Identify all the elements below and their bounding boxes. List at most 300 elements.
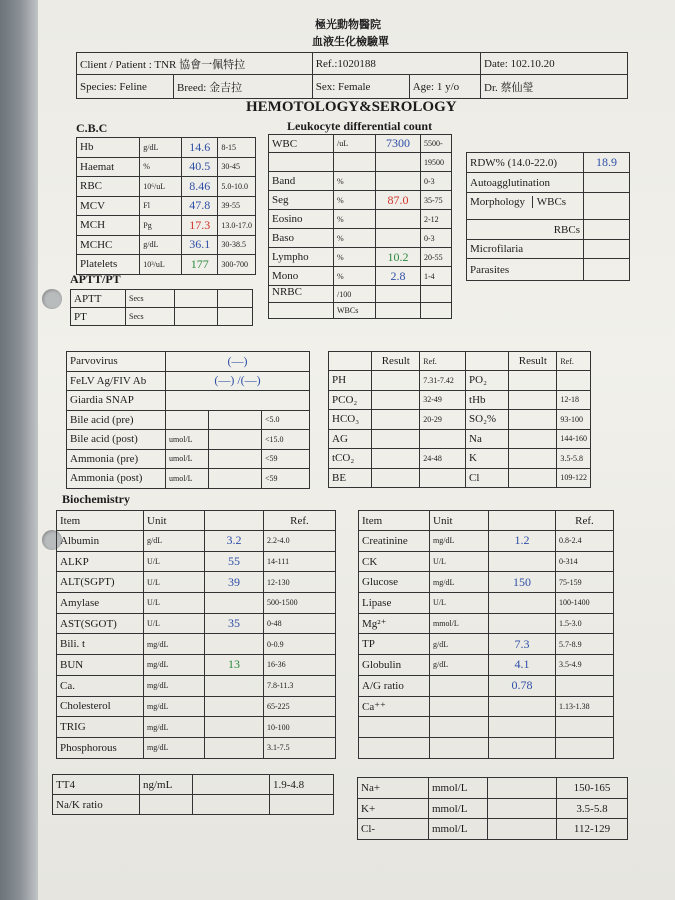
gas-ref-header: Ref. bbox=[557, 352, 591, 371]
bio-unit: U/L bbox=[430, 593, 489, 614]
cbc-name: Platelets bbox=[77, 255, 140, 275]
client-cell: Client / Patient : TNR 協會一佩特拉 bbox=[77, 53, 313, 75]
bio-value bbox=[489, 737, 556, 758]
table-row bbox=[57, 696, 336, 717]
cbc-value: 36.1 bbox=[182, 235, 218, 255]
bio-unit: mg/dL bbox=[144, 696, 205, 717]
table-row bbox=[269, 286, 452, 303]
table-row bbox=[269, 267, 452, 286]
aptt-unit: Secs bbox=[126, 308, 175, 326]
table-row bbox=[57, 737, 336, 758]
cbc-value: 177 bbox=[182, 255, 218, 275]
bio-ref: 500-1500 bbox=[264, 593, 336, 614]
table-row bbox=[57, 511, 336, 531]
bio-ref: 1.13-1.38 bbox=[556, 696, 614, 717]
aptt-name: PT bbox=[71, 308, 126, 326]
gas-ref bbox=[557, 371, 591, 391]
gas-result bbox=[372, 449, 420, 469]
bio-value: 7.3 bbox=[489, 634, 556, 655]
leuko-value bbox=[376, 172, 421, 191]
form-name: 血液生化檢驗單 bbox=[312, 36, 389, 48]
table-row bbox=[67, 391, 310, 411]
table-row bbox=[57, 551, 336, 572]
bio-name: Ca. bbox=[57, 675, 144, 696]
bio-value bbox=[205, 737, 264, 758]
rdw-table bbox=[466, 152, 630, 281]
bio-name: TP bbox=[359, 634, 430, 655]
gas-result bbox=[372, 371, 420, 391]
tt4-ref bbox=[270, 795, 334, 815]
bio-ref: 0-48 bbox=[264, 613, 336, 634]
table-row bbox=[329, 468, 591, 488]
aptt-table bbox=[70, 289, 253, 326]
sero-unit: umol/L bbox=[166, 469, 209, 489]
leuko-name: Eosino bbox=[269, 210, 334, 229]
bio-unit: mg/dL bbox=[144, 634, 205, 655]
bio-name: BUN bbox=[57, 655, 144, 676]
gas-ref: 144-160 bbox=[557, 429, 591, 449]
table-row bbox=[71, 308, 253, 326]
sero-ref: <59 bbox=[262, 469, 310, 489]
bio-ref: 12-130 bbox=[264, 572, 336, 593]
aptt-unit: Secs bbox=[126, 290, 175, 308]
elec-name: Cl- bbox=[358, 819, 429, 840]
leuko-heading: Leukocyte differential count bbox=[287, 119, 433, 133]
cbc-ref: 30-38.5 bbox=[218, 235, 256, 255]
leuko-ref: 0-3 bbox=[421, 229, 452, 248]
bio-value bbox=[489, 696, 556, 717]
table-row bbox=[57, 717, 336, 738]
bio-unit: mg/dL bbox=[430, 572, 489, 593]
aptt-value bbox=[175, 308, 218, 326]
bio-ref-header: Ref. bbox=[556, 511, 614, 531]
leuko-unit: WBCs bbox=[334, 303, 376, 319]
serology-table bbox=[66, 351, 310, 489]
gas-name: SO₂% bbox=[466, 410, 509, 430]
tt4-ref: 1.9-4.8 bbox=[270, 775, 334, 795]
gas-ref: 93-100 bbox=[557, 410, 591, 430]
bio-name: AST(SGOT) bbox=[57, 613, 144, 634]
hospital-name: 極光動物醫院 bbox=[315, 19, 381, 31]
table-row bbox=[359, 634, 614, 655]
bio-value: 150 bbox=[489, 572, 556, 593]
bio-ref: 75-159 bbox=[556, 572, 614, 593]
bio-value: 4.1 bbox=[489, 655, 556, 676]
bio-unit: mg/dL bbox=[144, 675, 205, 696]
aptt-value bbox=[175, 290, 218, 308]
table-row bbox=[57, 572, 336, 593]
bio-ref: 5.7-8.9 bbox=[556, 634, 614, 655]
bio-unit: g/dL bbox=[144, 531, 205, 552]
biochem-left-table bbox=[56, 510, 336, 759]
table-row bbox=[329, 410, 591, 430]
table-row bbox=[359, 593, 614, 614]
sero-name: Ammonia (post) bbox=[67, 469, 166, 489]
elec-value bbox=[488, 798, 557, 819]
bio-name: Phosphorous bbox=[57, 737, 144, 758]
bio-name: CK bbox=[359, 551, 430, 572]
table-row bbox=[71, 290, 253, 308]
bio-unit: U/L bbox=[144, 593, 205, 614]
table-row bbox=[358, 778, 628, 799]
gas-name: BE bbox=[329, 468, 372, 488]
cbc-ref: 13.0-17.0 bbox=[218, 216, 256, 236]
bio-ref: 65-225 bbox=[264, 696, 336, 717]
cbc-value: 8.46 bbox=[182, 177, 218, 197]
leuko-name: Lympho bbox=[269, 248, 334, 267]
bio-ref: 0-314 bbox=[556, 551, 614, 572]
bio-value bbox=[205, 634, 264, 655]
aptt-name: APTT bbox=[71, 290, 126, 308]
sero-name: Parvovirus bbox=[67, 352, 166, 372]
tt4-name: TT4 bbox=[53, 775, 140, 795]
breed-cell: Breed: 金吉拉 bbox=[174, 75, 313, 99]
leuko-unit: % bbox=[334, 172, 376, 191]
table-row bbox=[359, 613, 614, 634]
tt4-unit: ng/mL bbox=[140, 775, 193, 795]
table-row bbox=[269, 135, 452, 153]
cbc-name: MCHC bbox=[77, 235, 140, 255]
sero-name: FeLV Ag/FIV Ab bbox=[67, 371, 166, 391]
bio-ref: 0-0.9 bbox=[264, 634, 336, 655]
tt4-value bbox=[193, 795, 270, 815]
table-row bbox=[329, 429, 591, 449]
leuko-ref: 19500 bbox=[421, 153, 452, 172]
gas-ref: 32-49 bbox=[420, 390, 466, 410]
elec-name: K+ bbox=[358, 798, 429, 819]
bio-value: 35 bbox=[205, 613, 264, 634]
bio-unit bbox=[430, 737, 489, 758]
leuko-ref: 5500- bbox=[421, 135, 452, 153]
table-row bbox=[269, 172, 452, 191]
gas-result bbox=[372, 429, 420, 449]
table-row bbox=[359, 551, 614, 572]
bio-name: Albumin bbox=[57, 531, 144, 552]
bio-ref bbox=[556, 737, 614, 758]
elec-value bbox=[488, 778, 557, 799]
sero-name: Bile acid (post) bbox=[67, 430, 166, 450]
cbc-unit: % bbox=[140, 157, 182, 177]
table-row bbox=[359, 572, 614, 593]
cbc-name: Hb bbox=[77, 138, 140, 158]
gas-ref: 7.31-7.42 bbox=[420, 371, 466, 391]
gas-name: tHb bbox=[466, 390, 509, 410]
patient-info-table bbox=[76, 52, 628, 99]
sero-value bbox=[209, 410, 262, 430]
table-row bbox=[359, 531, 614, 552]
cbc-heading: C.B.C bbox=[76, 121, 108, 135]
table-row bbox=[77, 138, 256, 158]
table-row bbox=[359, 511, 614, 531]
table-row bbox=[329, 449, 591, 469]
leuko-unit: % bbox=[334, 248, 376, 267]
leuko-unit: % bbox=[334, 267, 376, 286]
leuko-ref: 20-55 bbox=[421, 248, 452, 267]
bio-name: A/G ratio bbox=[359, 675, 430, 696]
binder-hole bbox=[42, 289, 62, 309]
bio-name bbox=[359, 737, 430, 758]
table-row bbox=[77, 216, 256, 236]
gas-ref: 12-18 bbox=[557, 390, 591, 410]
sero-value: (—) bbox=[166, 352, 310, 372]
table-row bbox=[57, 634, 336, 655]
tt4-table bbox=[52, 774, 334, 815]
gas-result bbox=[509, 429, 557, 449]
elec-ref: 112-129 bbox=[557, 819, 628, 840]
leuko-ref: 0-3 bbox=[421, 172, 452, 191]
leuko-unit: % bbox=[334, 191, 376, 210]
bio-value bbox=[205, 717, 264, 738]
gas-ref: 3.5-5.8 bbox=[557, 449, 591, 469]
leuko-unit: % bbox=[334, 229, 376, 248]
bio-ref: 1.5-3.0 bbox=[556, 613, 614, 634]
table-row bbox=[358, 819, 628, 840]
gas-ref bbox=[420, 468, 466, 488]
table-row bbox=[57, 655, 336, 676]
cbc-name: RBC bbox=[77, 177, 140, 197]
bio-name: Glucose bbox=[359, 572, 430, 593]
bio-value-header bbox=[489, 511, 556, 531]
table-row bbox=[77, 196, 256, 216]
table-row bbox=[269, 248, 452, 267]
gas-ref: 20-29 bbox=[420, 410, 466, 430]
microfilaria-label: Microfilaria bbox=[467, 240, 584, 259]
bio-value bbox=[205, 696, 264, 717]
blood-gas-table bbox=[328, 351, 591, 488]
leuko-name: Band bbox=[269, 172, 334, 191]
biochem-right-table bbox=[358, 510, 614, 759]
aptt-heading: APTT/PT bbox=[70, 272, 121, 286]
bio-value: 3.2 bbox=[205, 531, 264, 552]
bio-name: Bili. t bbox=[57, 634, 144, 655]
gas-name bbox=[466, 352, 509, 371]
bio-name bbox=[359, 717, 430, 738]
leuko-ref bbox=[421, 286, 452, 303]
table-row bbox=[57, 593, 336, 614]
table-row bbox=[67, 410, 310, 430]
sero-name: Bile acid (pre) bbox=[67, 410, 166, 430]
bio-ref: 2.2-4.0 bbox=[264, 531, 336, 552]
biochem-heading: Biochemistry bbox=[62, 492, 130, 506]
leuko-table bbox=[268, 134, 452, 319]
cbc-ref: 8-15 bbox=[218, 138, 256, 158]
leuko-name: Seg bbox=[269, 191, 334, 210]
aptt-ref bbox=[218, 308, 253, 326]
cbc-ref: 30-45 bbox=[218, 157, 256, 177]
sero-unit bbox=[166, 410, 209, 430]
gas-ref bbox=[420, 429, 466, 449]
cbc-table bbox=[76, 137, 256, 275]
sex-cell: Sex: Female bbox=[312, 75, 409, 99]
sero-unit: umol/L bbox=[166, 430, 209, 450]
elec-ref: 150-165 bbox=[557, 778, 628, 799]
table-row bbox=[67, 371, 310, 391]
elec-unit: mmol/L bbox=[429, 798, 488, 819]
gas-ref: 109-122 bbox=[557, 468, 591, 488]
leuko-value: 7300 bbox=[376, 135, 421, 153]
age-cell: Age: 1 y/o bbox=[409, 75, 480, 99]
table-row bbox=[269, 153, 452, 172]
leuko-value: 10.2 bbox=[376, 248, 421, 267]
bio-unit: U/L bbox=[144, 572, 205, 593]
rdw-label: RDW% (14.0-22.0) bbox=[467, 153, 584, 173]
cbc-value: 47.8 bbox=[182, 196, 218, 216]
elec-name: Na+ bbox=[358, 778, 429, 799]
cbc-name: Haemat bbox=[77, 157, 140, 177]
cbc-unit: 10⁶/uL bbox=[140, 177, 182, 197]
leuko-value: 2.8 bbox=[376, 267, 421, 286]
bio-name: Ca⁺⁺ bbox=[359, 696, 430, 717]
bio-unit: mg/dL bbox=[144, 655, 205, 676]
bio-ref bbox=[556, 675, 614, 696]
gas-result bbox=[372, 468, 420, 488]
bio-item-header: Item bbox=[359, 511, 430, 531]
bio-value: 55 bbox=[205, 551, 264, 572]
leuko-value bbox=[376, 303, 421, 319]
bio-value: 1.2 bbox=[489, 531, 556, 552]
rdw-value: 18.9 bbox=[584, 153, 630, 173]
bio-name: Mg²⁺ bbox=[359, 613, 430, 634]
bio-ref: 0.8-2.4 bbox=[556, 531, 614, 552]
leuko-name: WBC bbox=[269, 135, 334, 153]
table-row bbox=[67, 430, 310, 450]
bio-ref: 14-111 bbox=[264, 551, 336, 572]
leuko-ref: 1-4 bbox=[421, 267, 452, 286]
sero-unit: umol/L bbox=[166, 449, 209, 469]
bio-name: ALT(SGPT) bbox=[57, 572, 144, 593]
elec-value bbox=[488, 819, 557, 840]
table-row bbox=[358, 798, 628, 819]
bio-unit: mg/dL bbox=[430, 531, 489, 552]
bio-unit-header: Unit bbox=[430, 511, 489, 531]
table-row bbox=[329, 371, 591, 391]
bio-value-header bbox=[205, 511, 264, 531]
bio-value bbox=[489, 551, 556, 572]
table-row bbox=[67, 449, 310, 469]
table-row bbox=[57, 531, 336, 552]
bio-unit: g/dL bbox=[430, 634, 489, 655]
leuko-ref: 2-12 bbox=[421, 210, 452, 229]
leuko-value bbox=[376, 229, 421, 248]
gas-result-header: Result bbox=[372, 352, 420, 371]
tt4-value bbox=[193, 775, 270, 795]
cbc-unit: Pg bbox=[140, 216, 182, 236]
bio-ref: 16-36 bbox=[264, 655, 336, 676]
gas-name: PH bbox=[329, 371, 372, 391]
sero-ref: <5.0 bbox=[262, 410, 310, 430]
leuko-ref: 35-75 bbox=[421, 191, 452, 210]
leuko-value: 87.0 bbox=[376, 191, 421, 210]
tt4-unit bbox=[140, 795, 193, 815]
table-row bbox=[67, 352, 310, 372]
leuko-unit bbox=[334, 153, 376, 172]
bio-name: ALKP bbox=[57, 551, 144, 572]
bio-name: Globulin bbox=[359, 655, 430, 676]
bio-unit: U/L bbox=[144, 551, 205, 572]
table-row bbox=[57, 613, 336, 634]
doctor-cell: Dr. 蔡仙瑩 bbox=[481, 75, 628, 99]
bio-unit: mg/dL bbox=[144, 737, 205, 758]
cbc-unit: Fl bbox=[140, 196, 182, 216]
autoagg-label: Autoagglutination bbox=[467, 173, 584, 193]
table-row bbox=[77, 177, 256, 197]
cbc-ref: 39-55 bbox=[218, 196, 256, 216]
sero-value bbox=[166, 391, 310, 411]
sero-name: Giardia SNAP bbox=[67, 391, 166, 411]
table-row bbox=[269, 229, 452, 248]
gas-result bbox=[509, 468, 557, 488]
cbc-unit: g/dL bbox=[140, 235, 182, 255]
bio-name: Amylase bbox=[57, 593, 144, 614]
bio-name: TRIG bbox=[57, 717, 144, 738]
gas-result bbox=[509, 449, 557, 469]
sero-ref: <15.0 bbox=[262, 430, 310, 450]
bio-value bbox=[205, 675, 264, 696]
gas-name: AG bbox=[329, 429, 372, 449]
cbc-value: 14.6 bbox=[182, 138, 218, 158]
cbc-unit: g/dL bbox=[140, 138, 182, 158]
ref-cell: Ref.:1020188 bbox=[312, 53, 480, 75]
gas-ref: 24-48 bbox=[420, 449, 466, 469]
cbc-ref: 5.0-10.0 bbox=[218, 177, 256, 197]
table-row bbox=[359, 717, 614, 738]
leuko-ref bbox=[421, 303, 452, 319]
bio-unit: U/L bbox=[430, 551, 489, 572]
bio-value: 39 bbox=[205, 572, 264, 593]
bio-ref bbox=[556, 717, 614, 738]
bio-ref: 10-100 bbox=[264, 717, 336, 738]
leuko-unit: /uL bbox=[334, 135, 376, 153]
table-row bbox=[269, 191, 452, 210]
bio-ref: 3.1-7.5 bbox=[264, 737, 336, 758]
bio-value bbox=[489, 613, 556, 634]
elec-unit: mmol/L bbox=[429, 778, 488, 799]
aptt-ref bbox=[218, 290, 253, 308]
gas-name: PO₂ bbox=[466, 371, 509, 391]
species-cell: Species: Feline bbox=[77, 75, 174, 99]
gas-result-header: Result bbox=[509, 352, 557, 371]
gas-name: HCO₃ bbox=[329, 410, 372, 430]
sero-ref: <59 bbox=[262, 449, 310, 469]
table-row bbox=[53, 775, 334, 795]
leuko-value bbox=[376, 286, 421, 303]
leuko-unit: /100 bbox=[334, 286, 376, 303]
cbc-name: MCH bbox=[77, 216, 140, 236]
cbc-name: MCV bbox=[77, 196, 140, 216]
bio-item-header: Item bbox=[57, 511, 144, 531]
gas-name: tCO₂ bbox=[329, 449, 372, 469]
leuko-value bbox=[376, 153, 421, 172]
sero-name: Ammonia (pre) bbox=[67, 449, 166, 469]
table-row bbox=[359, 675, 614, 696]
gas-result bbox=[509, 390, 557, 410]
bio-value bbox=[489, 717, 556, 738]
section-title: HEMOTOLOGY&SEROLOGY bbox=[246, 99, 457, 115]
leuko-name: Mono bbox=[269, 267, 334, 286]
table-row bbox=[359, 696, 614, 717]
morphology-label: Morphology WBCs bbox=[467, 193, 584, 220]
tt4-name: Na/K ratio bbox=[53, 795, 140, 815]
bio-value bbox=[489, 593, 556, 614]
leuko-name: Baso bbox=[269, 229, 334, 248]
bio-unit-header: Unit bbox=[144, 511, 205, 531]
gas-name: Cl bbox=[466, 468, 509, 488]
table-row bbox=[269, 303, 452, 319]
sero-value: (—) /(—) bbox=[166, 371, 310, 391]
bio-ref-header: Ref. bbox=[264, 511, 336, 531]
electrolyte-table bbox=[357, 777, 628, 840]
leuko-value bbox=[376, 210, 421, 229]
